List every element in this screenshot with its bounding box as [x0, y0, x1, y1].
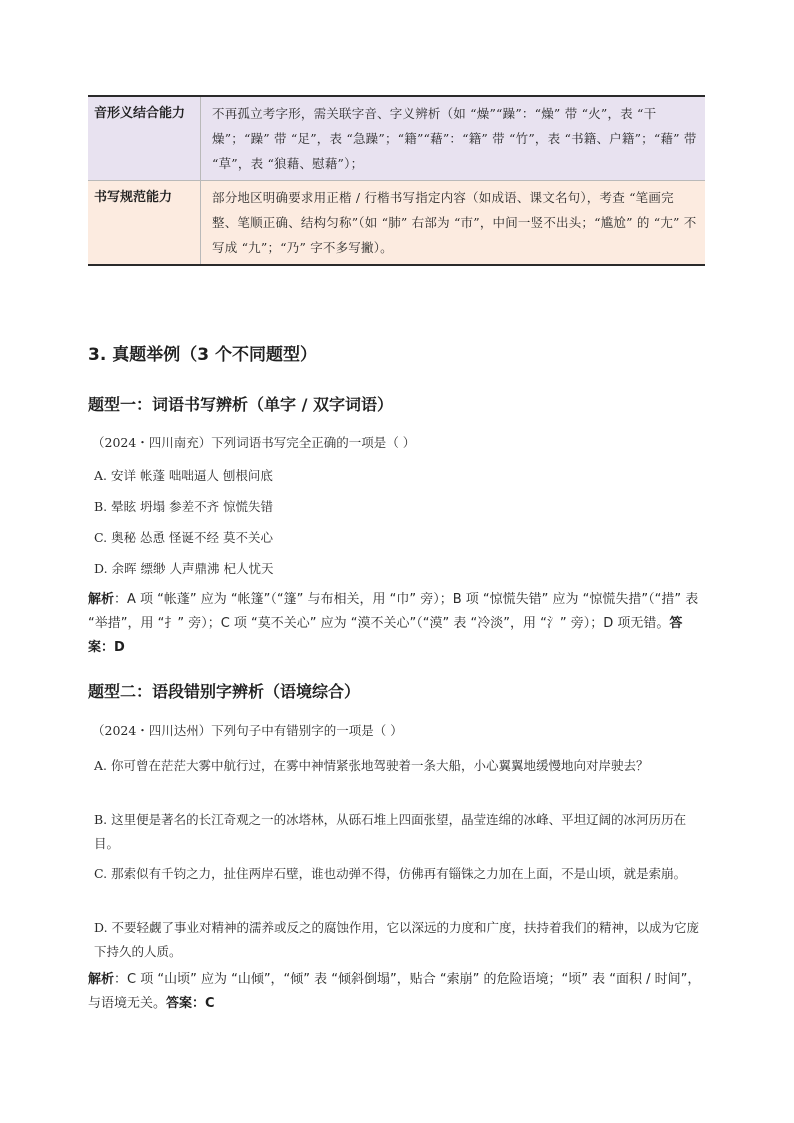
type2-option-b: B. 这里便是著名的长江奇观之一的冰塔林，从砾石堆上四面张望，晶莹连绵的冰峰、平坦辽阔的冰河历历在目。 — [94, 812, 687, 851]
table-row — [88, 181, 705, 266]
type1-option-d: D. 余晖 缥缈 人声鼎沸 杞人忧天 — [94, 561, 274, 576]
type2-analysis — [88, 968, 706, 1016]
type1-question: （2024・四川南充）下列词语书写完全正确的一项是（ ） — [92, 435, 416, 450]
analysis-text: ：C 项 “山顷” 应为 “山倾”，“倾” 表 “倾斜倒塌”，贴合 “索崩” 的危险语境；“顷” 表 “面积 / 时间”，与语境无关。 — [88, 972, 701, 1011]
table-row-label: 书写规范能力 — [88, 181, 201, 266]
table-row-label: 音形义结合能力 — [88, 96, 201, 181]
type2-option-a: A. 你可曾在茫茫大雾中航行过，在雾中神情紧张地驾驶着一条大船，小心翼翼地缓慢地向对岸驶去？ — [94, 758, 649, 773]
table-row-content: 部分地区明确要求用正楷 / 行楷书写指定内容（如成语、课文名句），考查 “笔画完整、笔顺正确、结构匀称”（如 “肺” 右部为 “巿”，中间一竖不出头；“尴尬” 的 “尢” 不写成 “九”；“乃” 字不多写撇）。 — [201, 181, 706, 266]
type1-analysis — [88, 588, 706, 660]
type2-option-d: D. 不要轻觑了事业对精神的濡养或反之的腐蚀作用，它以深远的力度和广度，扶持着我们的精神，以成为它庞下持久的人质。 — [94, 920, 700, 959]
analysis-label: 解析 — [88, 592, 115, 607]
answer-value: D — [114, 640, 125, 655]
type2-option-c: C. 那索似有千钧之力，扯住两岸石壁，谁也动弹不得，仿佛再有锱铢之力加在上面，不是山顷，就是索崩。 — [94, 866, 687, 881]
type1-title: 题型一：词语书写辨析（单字 / 双字词语） — [88, 395, 393, 414]
criteria-table — [88, 95, 705, 266]
analysis-label: 解析 — [88, 972, 115, 987]
table-row-content: 不再孤立考字形，需关联字音、字义辨析（如 “燥”“躁”：“燥” 带 “火”，表 “干燥”；“躁” 带 “足”，表 “急躁”；“籍”“藉”：“籍” 带 “竹”，表 “书籍、户籍”；“藉” 带 “草”，表 “狼藉、慰藉”）； — [201, 96, 706, 181]
analysis-text: ：A 项 “帐蓬” 应为 “帐篷”（“篷” 与布相关，用 “巾” 旁）；B 项 “惊慌失错” 应为 “惊慌失措”（“措” 表 “举措”，用 “扌” 旁）；C 项 “莫不关心” 应为 “漠不关心”（“漠” 表 “冷淡”，用 “氵” 旁）；D 项无错。 — [88, 592, 699, 631]
section-title: 3. 真题举例（3 个不同题型） — [88, 345, 317, 365]
type1-option-b: B. 晕眩 坍塌 参差不齐 惊慌失错 — [94, 499, 274, 514]
answer-value: C — [205, 996, 215, 1011]
type1-option-a: A. 安详 帐蓬 咄咄逼人 刨根问底 — [94, 468, 273, 483]
answer-label: 答案： — [88, 616, 683, 655]
table-row — [88, 96, 705, 181]
type1-option-c: C. 奥秘 怂恿 怪诞不经 莫不关心 — [94, 530, 273, 545]
type2-title: 题型二：语段错别字辨析（语境综合） — [88, 682, 361, 701]
type2-question: （2024・四川达州）下列句子中有错别字的一项是（ ） — [92, 723, 403, 738]
answer-label: 答案： — [166, 996, 206, 1011]
